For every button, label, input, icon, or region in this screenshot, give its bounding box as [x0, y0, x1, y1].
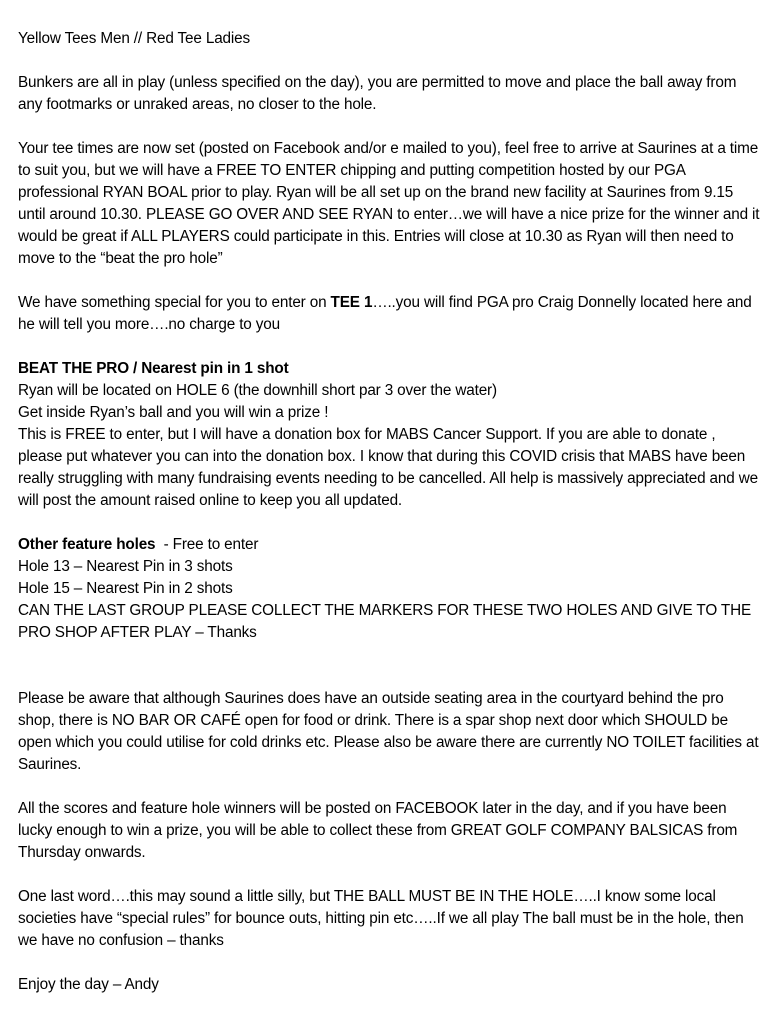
- feature-holes-section: [18, 534, 763, 644]
- beat-the-pro-section: [18, 358, 763, 512]
- facilities-paragraph: Please be aware that although Saurines does have an outside seating area in the courtyard behind the pro shop, there is NO BAR OR CAFÉ open for food or drink. There is a spar shop next door which SHOULD be open which you could utilise for cold drinks etc. Please also be aware there are currently NO TOILET facilities at Saurines.: [18, 690, 759, 773]
- scores-paragraph: All the scores and feature hole winners will be posted on FACEBOOK later in the day, and if you have been lucky enough to win a prize, you will be able to collect these from GREAT GOLF COMPANY BALSICAS from Thursday onwards.: [18, 800, 738, 861]
- beat-the-pro-heading: BEAT THE PRO / Nearest pin in 1 shot: [18, 360, 289, 377]
- last-word-paragraph: One last word….this may sound a little silly, but THE BALL MUST BE IN THE HOLE…..I know some local societies have “special rules” for bounce outs, hitting pin etc…..If we all play The ball must be in the hole, then we have no confusion – thanks: [18, 888, 744, 949]
- tee-times-paragraph: Your tee times are now set (posted on Facebook and/or e mailed to you), feel free to arrive at Saurines at a time to suit you, but we will have a FREE TO ENTER chipping and putting competition hosted by our PGA professional RYAN BOAL prior to play. Ryan will be all set up on the brand new facility at Saurines from 9.15 until around 10.30. PLEASE GO OVER AND SEE RYAN to enter…we will have a nice prize for the winner and it would be great if ALL PLAYERS could participate in this. Entries will close at 10.30 as Ryan will then need to move to the “beat the pro hole”: [18, 140, 760, 267]
- beat-the-pro-donation: This is FREE to enter, but I will have a donation box for MABS Cancer Support. If you are able to donate , please put whatever you can into the donation box. I know that during this COVID crisis that MABS have been really struggling with many fundraising events needing to be cancelled. All help is massively appreciated and we will post the amount raised online to keep you all updated.: [18, 426, 758, 509]
- feature-holes-heading-suffix: - Free to enter: [155, 536, 259, 553]
- signoff: Enjoy the day – Andy: [18, 976, 159, 993]
- feature-hole-15: Hole 15 – Nearest Pin in 2 shots: [18, 580, 233, 597]
- feature-holes-heading-line: [18, 534, 763, 556]
- document-body: [18, 28, 763, 1018]
- tee1-text-after: …..you will find PGA pro Craig Donnelly located here and he will tell you more….no charge to you: [18, 294, 752, 333]
- beat-the-pro-location: Ryan will be located on HOLE 6 (the downhill short par 3 over the water): [18, 382, 497, 399]
- feature-hole-13: Hole 13 – Nearest Pin in 3 shots: [18, 558, 233, 575]
- tee-colours-line: Yellow Tees Men // Red Tee Ladies: [18, 30, 251, 47]
- feature-holes-heading: Other feature holes: [18, 536, 156, 553]
- beat-the-pro-prize: Get inside Ryan’s ball and you will win a prize !: [18, 404, 329, 421]
- tee1-text-before: We have something special for you to enter on: [18, 294, 331, 311]
- tee1-bold: TEE 1: [330, 294, 373, 311]
- tee1-paragraph: [18, 292, 763, 336]
- bunkers-paragraph: Bunkers are all in play (unless specified on the day), you are permitted to move and place the ball away from any footmarks or unraked areas, no closer to the hole.: [18, 74, 737, 113]
- markers-instruction: CAN THE LAST GROUP PLEASE COLLECT THE MARKERS FOR THESE TWO HOLES AND GIVE TO THE PRO SHOP AFTER PLAY – Thanks: [18, 602, 752, 641]
